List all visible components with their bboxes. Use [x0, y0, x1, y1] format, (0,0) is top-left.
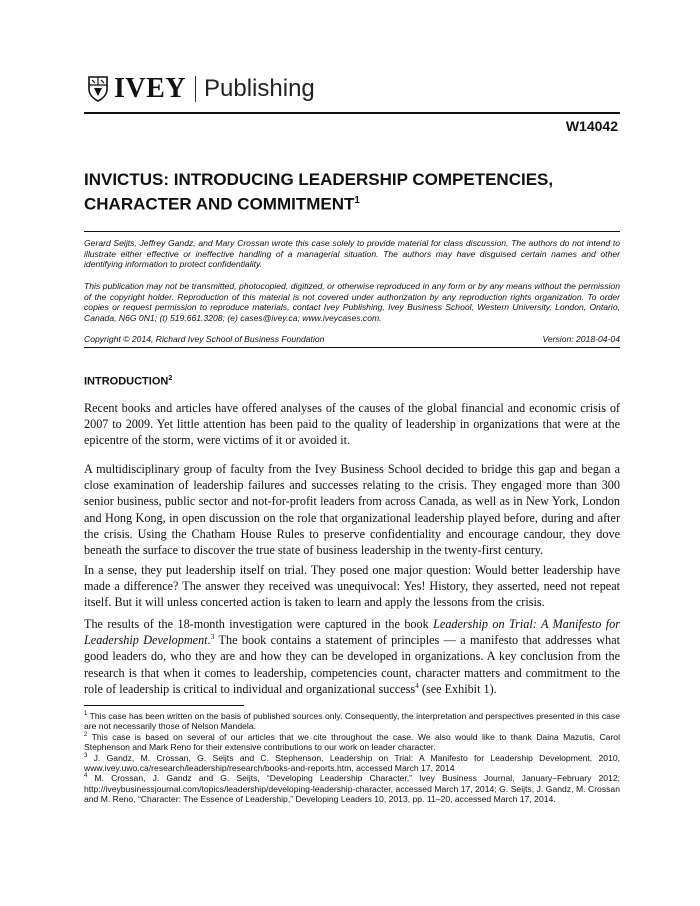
footnote-ref: 4: [415, 680, 419, 690]
permissions-text: This publication may not be transmitted, photocopied, digitized, or otherwise reproduced in any form or by any means without the permission of the copyright holder. Reproduction of this material is not covered under authorization by any reproduction rights organization. To order copies or request permission to reproduce materials, contact Ivey Publishing, Ivey Business School, Western University, London, Ontario, Canada, N6G 0N1; (t) 519.661.3208; (e) cases@ivey.ca; www.iveycases.com.: [84, 281, 620, 323]
copyright-rule: [84, 347, 620, 348]
paragraph-2: A multidisciplinary group of faculty from the Ivey Business School decided to bridge this gap and began a close examination of leadership failures and successes relating to the crisis. They engaged more than 300 senior business, public sector and not-for-profit leaders from across Canada, as well as in New York, London and Hong Kong, in open discussion on the role that organizational leadership played before, during and after the crisis. Using the Chatham House Rules to preserve confidentiality and encourage candour, they dove beneath the surface to discover the true state of business leadership in the twenty-first century.: [84, 462, 620, 558]
header-rule: [84, 112, 620, 114]
case-number: W14042: [565, 118, 618, 134]
footnote-number: 2: [84, 731, 88, 738]
footnote-ref: 3: [210, 632, 215, 642]
title-line-2: CHARACTER AND COMMITMENT: [84, 194, 355, 214]
disclaimer-text: Gerard Seijts, Jeffrey Gandz, and Mary Crossan wrote this case solely to provide material for class discussion. The authors do not intend to illustrate either effective or ineffective handling of a managerial situation. The authors may have disguised certain names and other identifying information to protect confidentiality.: [84, 238, 620, 269]
footnote-text: J. Gandz, M. Crossan, G. Seijts and C. Stephenson, Leadership on Trial: A Manifesto for Leadership Development, 2010, www.ivey.uwo.ca/research/leadership/research/books-and-reports.htm, accessed March 17, 2014: [84, 752, 620, 774]
copyright-line: [84, 334, 620, 345]
paragraph-4-text: .: [207, 633, 211, 648]
footnote-text: This case is based on several of our articles that we cite throughout the case. We also would like to thank Daina Mazutis, Carol Stephenson and Mark Reno for their extensive contributions to our work on leader character.: [84, 731, 620, 753]
brand-name: IVEY: [114, 73, 187, 104]
footnotes: [84, 711, 620, 805]
footnote: [84, 732, 620, 753]
version-text: Version: 2018-04-04: [542, 334, 620, 344]
footnote-number: 4: [84, 773, 88, 780]
section-heading-text: INTRODUCTION: [84, 375, 169, 388]
section-heading: [84, 375, 172, 388]
paragraph-4-text: The results of the 18-month investigation were captured in the book: [84, 617, 434, 631]
crest-icon: [88, 76, 108, 102]
paragraph-4: [84, 616, 620, 697]
footnote: [84, 753, 620, 774]
case-title: [84, 169, 624, 215]
publisher-name: Publishing: [204, 75, 315, 102]
footnote-text: M. Crossan, J. Gandz and G. Seijts, “Developing Leadership Character,” Ivey Business Journal, January–February 2012; http://iveybusinessjournal.com/topics/leadership/developing-leadership-character, accessed March 17, 2014; G. Seijts, J. Gandz, M. Crossan and M. Reno, “Character: The Essence of Leadership,” Developing Leaders 10, 2013, pp. 11–20, accessed March 17, 2014.: [84, 773, 620, 805]
paragraph-1: Recent books and articles have offered analyses of the causes of the global financial and economic crisis of 2007 to 2009. Yet little attention has been paid to the quality of leadership in organizations that were at the epicentre of the storm, were victims of it or avoided it.: [84, 401, 620, 448]
footnote-rule: [84, 705, 244, 706]
footnote-number: 3: [84, 752, 88, 759]
footnote-text: This case has been written on the basis of published sources only. Consequently, the interpretation and perspectives presented in this case are not necessarily those of Nelson Mandela.: [84, 711, 620, 732]
footnote: [84, 773, 620, 804]
footnote: [84, 711, 620, 732]
paragraph-3: In a sense, they put leadership itself on trial. They posed one major question: Would better leadership have made a difference? The answer they received was unequivocal: Yes! History, they asserted, need not repeat itself. But it will unless concerted action is taken to learn and apply the lessons from the crisis.: [84, 563, 620, 610]
book-title: Leadership on Trial: A Manifesto for Leadership Development: [84, 617, 620, 648]
paragraph-4-text: (see Exhibit 1).: [418, 681, 497, 696]
title-line-1: INVICTUS: INTRODUCING LEADERSHIP COMPETENCIES,: [84, 170, 554, 189]
ivey-publishing-logo: [88, 74, 315, 104]
footnote-number: 1: [84, 711, 88, 718]
brand-divider: [195, 76, 196, 102]
paragraph-4-text: The book contains a statement of principles — a manifesto that addresses what good leaders do, who they are and how they can be developed in organizations. A key conclusion from the research is that when it comes to leadership, competencies count, character matters and commitment to the role of leadership is critical to individual and organizational success: [84, 633, 620, 696]
copyright-text: Copyright © 2014, Richard Ivey School of Business Foundation: [84, 334, 325, 344]
footnote-ref: 2: [168, 375, 173, 382]
footnote-ref: 1: [354, 195, 360, 206]
title-rule: [84, 231, 620, 232]
